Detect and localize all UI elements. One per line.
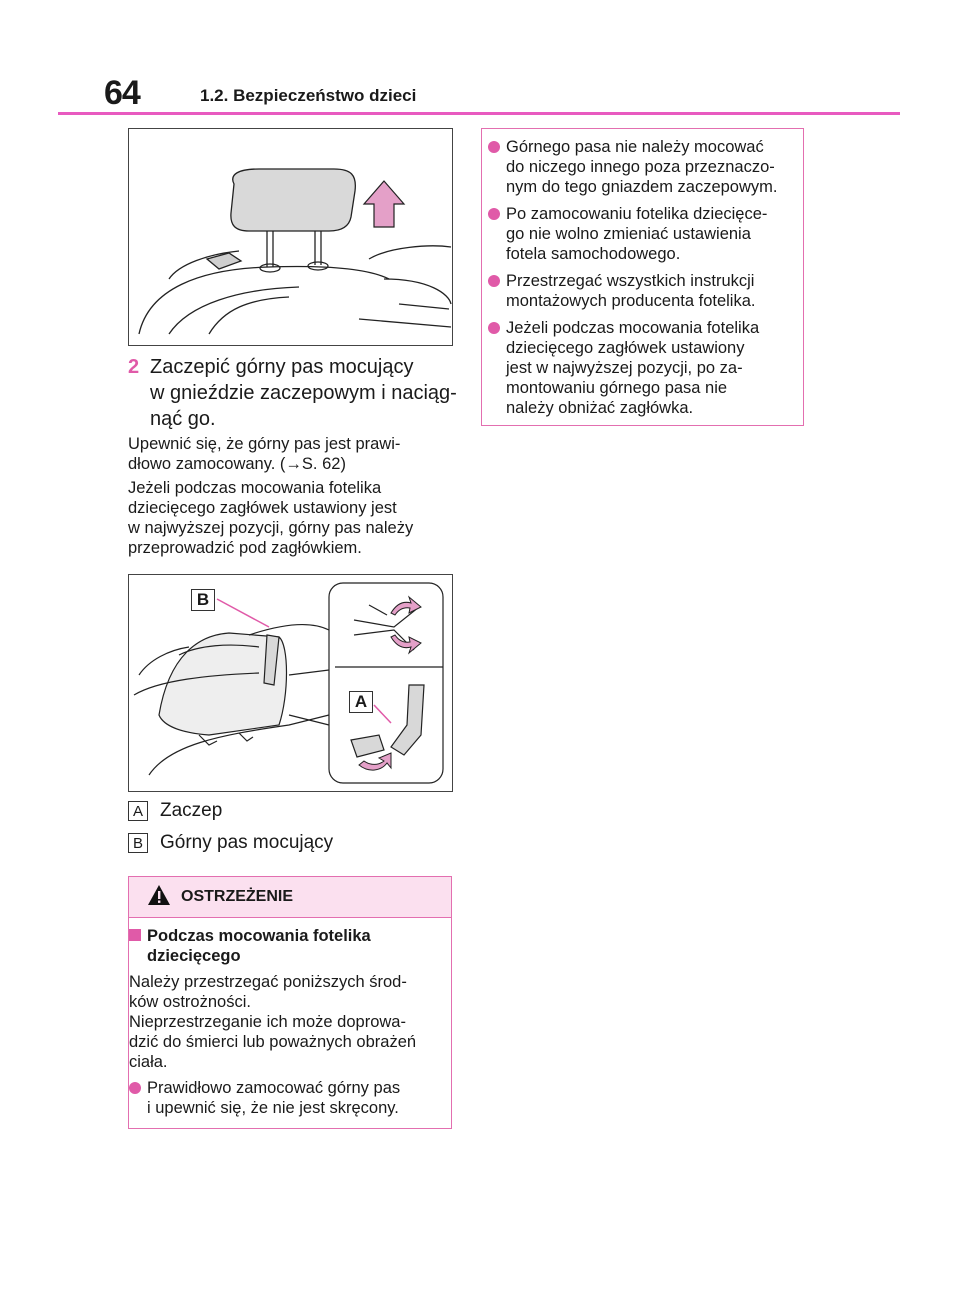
- caution-item: [488, 137, 799, 197]
- warning-text-line: ków ostrożności.: [129, 993, 251, 1011]
- caution-item: [488, 271, 799, 311]
- step-line-1: Zaczepić górny pas mocujący: [150, 356, 414, 378]
- bullet-line: montowaniu górnego pasa nie: [506, 379, 728, 397]
- warning-text-line: ciała.: [129, 1053, 168, 1071]
- warning-text-line: Nieprzestrzeganie ich może doprowa-: [129, 1013, 406, 1031]
- para-line: dziecięcego zagłówek ustawiony jest: [128, 499, 397, 517]
- bullet-dot-icon: [488, 275, 500, 287]
- square-bullet-icon: [129, 929, 141, 941]
- warning-header: [129, 877, 451, 918]
- legend-item-a: [128, 800, 222, 822]
- warning-text: [129, 972, 451, 1072]
- warning-box: [128, 876, 452, 1129]
- bullet-line: Jeżeli podczas mocowania fotelika: [506, 319, 760, 337]
- caution-list-box: [481, 128, 804, 426]
- warning-title: OSTRZEŻENIE: [181, 888, 294, 905]
- para-line: Jeżeli podczas mocowania fotelika: [128, 479, 382, 497]
- bullet-dot-icon: [488, 322, 500, 334]
- para-line: Upewnić się, że górny pas jest prawi-: [128, 435, 401, 453]
- bullet-line: Przestrzegać wszystkich instrukcji: [506, 272, 755, 290]
- legend-label-a: Zaczep: [160, 800, 223, 821]
- header-divider: [58, 112, 900, 115]
- para-line: przeprowadzić pod zagłówkiem.: [128, 539, 362, 557]
- bullet-line: należy obniżać zagłówka.: [506, 399, 694, 417]
- headrest-illustration: [128, 128, 453, 346]
- legend-item-b: [128, 832, 333, 854]
- section-title: 1.2. Bezpieczeństwo dzieci: [200, 86, 417, 105]
- step-line-2: w gnieździe zaczepowym i naciąg-: [150, 382, 457, 404]
- warning-text-line: dzić do śmierci lub poważnych obrażeń: [129, 1033, 417, 1051]
- legend-key-b: B: [128, 833, 148, 853]
- page-number: 64: [104, 74, 140, 112]
- warning-subtitle-line: dziecięcego: [147, 947, 241, 965]
- paragraph-check-strap: [128, 434, 458, 474]
- bullet-line: go nie wolno zmieniać ustawienia: [506, 225, 751, 243]
- step-line-3: nąć go.: [150, 408, 216, 430]
- bullet-line: Po zamocowaniu fotelika dziecięce-: [506, 205, 768, 223]
- paragraph-headrest-note: [128, 478, 458, 558]
- caution-item: [488, 204, 799, 264]
- para-line: w najwyższej pozycji, górny pas należy: [128, 519, 414, 537]
- step-instruction: [128, 354, 458, 432]
- step-number: 2: [128, 356, 140, 378]
- bullet-dot-icon: [488, 141, 500, 153]
- warning-subtitle-line: Podczas mocowania fotelika: [147, 927, 371, 945]
- para-line: dłowo zamocowany. (→S. 62): [128, 455, 346, 473]
- bullet-line: nym do tego gniazdem zaczepowym.: [506, 178, 778, 196]
- legend-key-a: A: [128, 801, 148, 821]
- callout-b-label: B: [191, 589, 215, 611]
- warning-triangle-icon: [147, 884, 171, 911]
- bullet-line: fotela samochodowego.: [506, 245, 681, 263]
- bullet-dot-icon: [129, 1082, 141, 1094]
- bullet-line: do niczego innego poza przeznaczo-: [506, 158, 775, 176]
- warning-text-line: Należy przestrzegać poniższych środ-: [129, 973, 407, 991]
- callout-a-label: A: [349, 691, 373, 713]
- caution-item: [488, 318, 799, 418]
- warning-subtitle: [129, 926, 451, 966]
- bullet-dot-icon: [488, 208, 500, 220]
- bullet-line: montażowych producenta fotelika.: [506, 292, 756, 310]
- bullet-line: Górnego pasa nie należy mocować: [506, 138, 764, 156]
- tether-strap-illustration: [128, 574, 453, 792]
- legend-label-b: Górny pas mocujący: [160, 832, 334, 853]
- bullet-line: i upewnić się, że nie jest skręcony.: [147, 1099, 399, 1117]
- bullet-line: jest w najwyższej pozycji, po za-: [506, 359, 743, 377]
- bullet-line: dziecięcego zagłówek ustawiony: [506, 339, 745, 357]
- bullet-line: Prawidłowo zamocować górny pas: [147, 1079, 401, 1097]
- warning-bullet: [129, 1078, 451, 1118]
